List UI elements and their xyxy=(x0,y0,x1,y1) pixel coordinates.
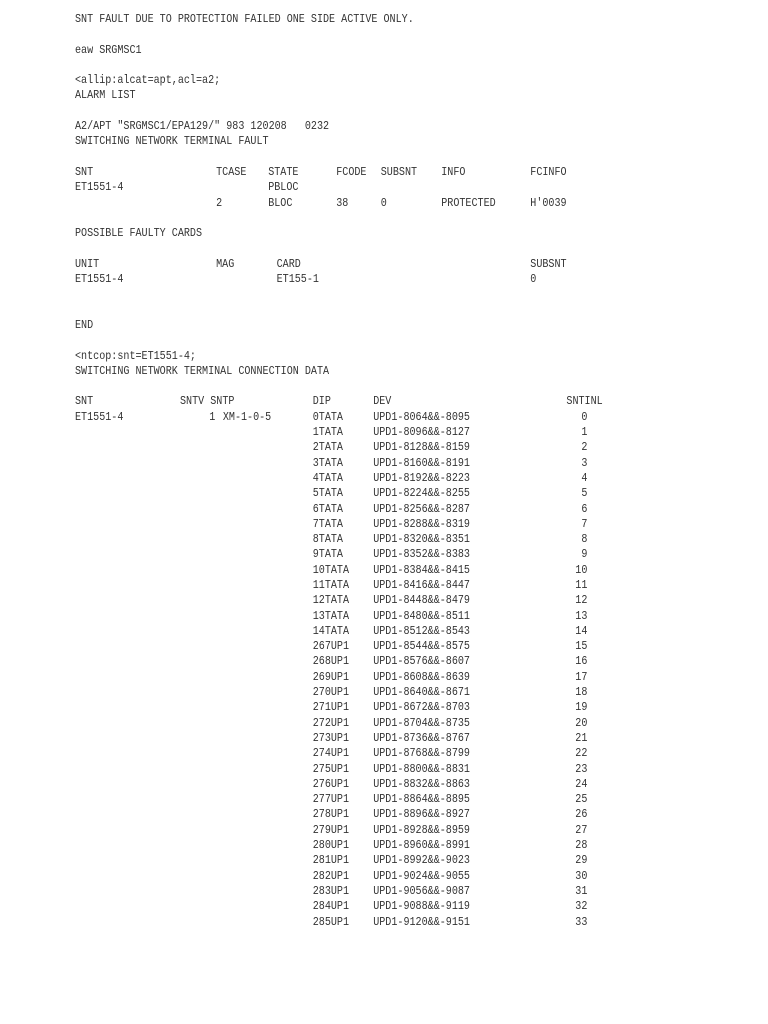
conn-dev: UPD1-8256&&-8287 xyxy=(373,501,470,516)
conn-row xyxy=(75,547,646,562)
conn-row xyxy=(75,746,646,761)
conn-dev: UPD1-8640&&-8671 xyxy=(373,685,470,700)
conn-row xyxy=(75,532,646,547)
fault-header-line: SNT FAULT DUE TO PROTECTION FAILED ONE SIDE ACTIVE ONLY. xyxy=(75,12,414,26)
conn-row xyxy=(75,425,646,440)
conn-dip: 268UP1 xyxy=(312,654,350,669)
conn-dev: UPD1-8128&&-8159 xyxy=(373,440,470,455)
conn-sntp: XM-1-0-5 xyxy=(222,409,272,424)
conn-dip: 1TATA xyxy=(312,425,343,440)
faulty-cards-title: POSSIBLE FAULTY CARDS xyxy=(75,226,203,241)
conn-row xyxy=(75,471,646,486)
conn-dev: UPD1-8992&&-9023 xyxy=(373,853,470,868)
conn-dip: 279UP1 xyxy=(312,822,350,837)
col-header-sntv: SNTV xyxy=(180,394,205,409)
conn-sntinl: 12 xyxy=(575,593,588,608)
alarm-list-title: ALARM LIST xyxy=(75,88,136,103)
conn-dip: 274UP1 xyxy=(312,746,350,761)
command-allip: <allip:alcat=apt,acl=a2; xyxy=(75,73,221,88)
conn-dev: UPD1-8800&&-8831 xyxy=(373,761,470,776)
conn-row xyxy=(75,609,646,624)
command-ntcop: <ntcop:snt=ET1551-4; xyxy=(75,348,196,363)
col-header-info: INFO xyxy=(441,164,466,179)
conn-row xyxy=(75,654,646,669)
conn-dev: UPD1-8736&&-8767 xyxy=(373,730,470,745)
end-marker: END xyxy=(75,317,94,332)
terminal-printout xyxy=(75,12,646,930)
conn-dip: 280UP1 xyxy=(312,838,350,853)
conn-dev: UPD1-8320&&-8351 xyxy=(373,532,470,547)
conn-dev: UPD1-8064&&-8095 xyxy=(373,409,470,424)
conn-sntinl: 21 xyxy=(575,730,588,745)
conn-sntinl: 26 xyxy=(575,807,588,822)
conn-dip: 285UP1 xyxy=(312,914,350,929)
conn-sntinl: 15 xyxy=(575,639,588,654)
conn-sntinl: 22 xyxy=(575,746,588,761)
conn-sntinl: 30 xyxy=(575,868,588,883)
conn-table-header xyxy=(75,394,646,409)
conn-dip: 269UP1 xyxy=(312,669,350,684)
command-eaw: eaw SRGMSC1 xyxy=(75,42,142,57)
alarm-subtitle: SWITCHING NETWORK TERMINAL FAULT xyxy=(75,134,269,149)
conn-row xyxy=(75,792,646,807)
fault-subsnt: 0 xyxy=(380,195,387,210)
conn-dev: UPD1-8416&&-8447 xyxy=(373,577,470,592)
cards-table-header xyxy=(75,257,646,272)
conn-dip: 278UP1 xyxy=(312,807,350,822)
col-header-state: STATE xyxy=(268,164,299,179)
conn-row xyxy=(75,869,646,884)
conn-sntinl: 19 xyxy=(575,700,588,715)
conn-dev: UPD1-8384&&-8415 xyxy=(373,562,470,577)
conn-sntinl: 7 xyxy=(581,516,588,531)
col-header-card: CARD xyxy=(276,256,301,271)
conn-row xyxy=(75,716,646,731)
conn-dip: 267UP1 xyxy=(312,639,350,654)
fault-snt: ET1551-4 xyxy=(75,180,124,195)
conn-row xyxy=(75,762,646,777)
conn-sntinl: 16 xyxy=(575,654,588,669)
conn-table-body xyxy=(75,410,646,930)
conn-dev: UPD1-8576&&-8607 xyxy=(373,654,470,669)
conn-dip: 271UP1 xyxy=(312,700,350,715)
conn-dip: 276UP1 xyxy=(312,776,350,791)
conn-sntinl: 0 xyxy=(581,409,588,424)
conn-row xyxy=(75,884,646,899)
conn-sntinl: 33 xyxy=(575,914,588,929)
conn-dev: UPD1-8832&&-8863 xyxy=(373,776,470,791)
conn-dip: 9TATA xyxy=(312,547,343,562)
conn-dev: UPD1-8768&&-8799 xyxy=(373,746,470,761)
conn-dip: 4TATA xyxy=(312,470,343,485)
conn-row xyxy=(75,440,646,455)
alarm-header: A2/APT "SRGMSC1/EPA129/" 983 120208 0232 xyxy=(75,119,330,134)
col-header-unit: UNIT xyxy=(75,256,100,271)
conn-dip: 2TATA xyxy=(312,440,343,455)
conn-row xyxy=(75,486,646,501)
fault-table-header xyxy=(75,165,646,180)
conn-dev: UPD1-9024&&-9055 xyxy=(373,868,470,883)
conn-row xyxy=(75,823,646,838)
card-unit: ET1551-4 xyxy=(75,272,124,287)
conn-dev: UPD1-8160&&-8191 xyxy=(373,455,470,470)
conn-sntinl: 11 xyxy=(575,577,588,592)
conn-row xyxy=(75,517,646,532)
conn-sntinl: 4 xyxy=(581,470,588,485)
conn-dip: 270UP1 xyxy=(312,685,350,700)
conn-dip: 282UP1 xyxy=(312,868,350,883)
conn-row xyxy=(75,777,646,792)
conn-sntinl: 3 xyxy=(581,455,588,470)
conn-row xyxy=(75,502,646,517)
conn-snt: ET1551-4 xyxy=(75,409,124,424)
col-header-sntinl: SNTINL xyxy=(566,394,603,409)
fault-row-1 xyxy=(75,180,646,195)
conn-dip: 281UP1 xyxy=(312,853,350,868)
conn-sntinl: 9 xyxy=(581,547,588,562)
conn-row xyxy=(75,593,646,608)
conn-dev: UPD1-8448&&-8479 xyxy=(373,593,470,608)
col-header-dip: DIP xyxy=(312,394,331,409)
conn-sntinl: 27 xyxy=(575,822,588,837)
conn-sntinl: 28 xyxy=(575,838,588,853)
conn-sntinl: 13 xyxy=(575,608,588,623)
conn-dev: UPD1-8288&&-8319 xyxy=(373,516,470,531)
conn-dev: UPD1-8512&&-8543 xyxy=(373,623,470,638)
conn-dip: 13TATA xyxy=(312,608,350,623)
conn-dev: UPD1-8224&&-8255 xyxy=(373,486,470,501)
conn-row xyxy=(75,731,646,746)
fault-fcode: 38 xyxy=(336,195,349,210)
conn-dip: 12TATA xyxy=(312,593,350,608)
col-header-snt: SNT xyxy=(75,164,94,179)
conn-sntinl: 32 xyxy=(575,899,588,914)
conn-dev: UPD1-8704&&-8735 xyxy=(373,715,470,730)
conn-sntinl: 1 xyxy=(581,425,588,440)
conn-dev: UPD1-8544&&-8575 xyxy=(373,639,470,654)
conn-row xyxy=(75,410,646,425)
conn-sntv: 1 xyxy=(209,409,216,424)
fault-state-pbloc: PBLOC xyxy=(268,180,299,195)
cards-row xyxy=(75,272,646,287)
conn-row xyxy=(75,563,646,578)
conn-sntinl: 6 xyxy=(581,501,588,516)
col-header-dev: DEV xyxy=(373,394,392,409)
conn-sntinl: 23 xyxy=(575,761,588,776)
card-subsnt: 0 xyxy=(530,272,537,287)
conn-dip: 273UP1 xyxy=(312,730,350,745)
conn-dev: UPD1-8480&&-8511 xyxy=(373,608,470,623)
conn-dev: UPD1-9088&&-9119 xyxy=(373,899,470,914)
conn-dev: UPD1-9056&&-9087 xyxy=(373,883,470,898)
conn-sntinl: 17 xyxy=(575,669,588,684)
conn-row xyxy=(75,853,646,868)
col-header-conn-snt: SNT xyxy=(75,394,94,409)
conn-dev: UPD1-8896&&-8927 xyxy=(373,807,470,822)
conn-sntinl: 20 xyxy=(575,715,588,730)
conn-row xyxy=(75,700,646,715)
col-header-subsnt: SUBSNT xyxy=(380,164,418,179)
col-header-tcase: TCASE xyxy=(216,164,247,179)
conn-dip: 275UP1 xyxy=(312,761,350,776)
conn-sntinl: 10 xyxy=(575,562,588,577)
fault-fcinfo: H'0039 xyxy=(530,195,567,210)
conn-sntinl: 25 xyxy=(575,792,588,807)
card-name: ET155-1 xyxy=(276,272,319,287)
conn-row xyxy=(75,624,646,639)
conn-dip: 11TATA xyxy=(312,577,350,592)
conn-dev: UPD1-8608&&-8639 xyxy=(373,669,470,684)
conn-row xyxy=(75,639,646,654)
col-header-fcinfo: FCINFO xyxy=(530,164,567,179)
conn-dip: 283UP1 xyxy=(312,883,350,898)
conn-row xyxy=(75,578,646,593)
conn-dip: 10TATA xyxy=(312,562,350,577)
conn-row xyxy=(75,899,646,914)
col-header-mag: MAG xyxy=(216,256,235,271)
conn-dip: 5TATA xyxy=(312,486,343,501)
conn-sntinl: 29 xyxy=(575,853,588,868)
conn-row xyxy=(75,807,646,822)
conn-dip: 0TATA xyxy=(312,409,343,424)
conn-dev: UPD1-8928&&-8959 xyxy=(373,822,470,837)
conn-dev: UPD1-8672&&-8703 xyxy=(373,700,470,715)
conn-row xyxy=(75,838,646,853)
conn-row xyxy=(75,685,646,700)
conn-row xyxy=(75,670,646,685)
conn-sntinl: 8 xyxy=(581,532,588,547)
conn-dip: 8TATA xyxy=(312,532,343,547)
conn-dip: 3TATA xyxy=(312,455,343,470)
col-header-cards-subsnt: SUBSNT xyxy=(530,256,567,271)
conn-row xyxy=(75,915,646,930)
fault-info: PROTECTED xyxy=(441,195,496,210)
conn-dip: 272UP1 xyxy=(312,715,350,730)
connection-data-title: SWITCHING NETWORK TERMINAL CONNECTION DATA xyxy=(75,363,330,378)
conn-sntinl: 31 xyxy=(575,883,588,898)
fault-tcase: 2 xyxy=(216,195,223,210)
fault-state-bloc: BLOC xyxy=(268,195,293,210)
conn-sntinl: 18 xyxy=(575,685,588,700)
col-header-fcode: FCODE xyxy=(336,164,367,179)
conn-sntinl: 5 xyxy=(581,486,588,501)
conn-dip: 6TATA xyxy=(312,501,343,516)
conn-sntinl: 2 xyxy=(581,440,588,455)
conn-dev: UPD1-9120&&-9151 xyxy=(373,914,470,929)
conn-dip: 277UP1 xyxy=(312,792,350,807)
conn-dev: UPD1-8960&&-8991 xyxy=(373,838,470,853)
fault-row-2 xyxy=(75,196,646,211)
conn-dev: UPD1-8096&&-8127 xyxy=(373,425,470,440)
conn-dip: 14TATA xyxy=(312,623,350,638)
conn-dev: UPD1-8192&&-8223 xyxy=(373,470,470,485)
conn-row xyxy=(75,456,646,471)
conn-dev: UPD1-8352&&-8383 xyxy=(373,547,470,562)
conn-dev: UPD1-8864&&-8895 xyxy=(373,792,470,807)
conn-sntinl: 14 xyxy=(575,623,588,638)
conn-dip: 7TATA xyxy=(312,516,343,531)
conn-sntinl: 24 xyxy=(575,776,588,791)
col-header-sntp: SNTP xyxy=(210,394,235,409)
conn-dip: 284UP1 xyxy=(312,899,350,914)
